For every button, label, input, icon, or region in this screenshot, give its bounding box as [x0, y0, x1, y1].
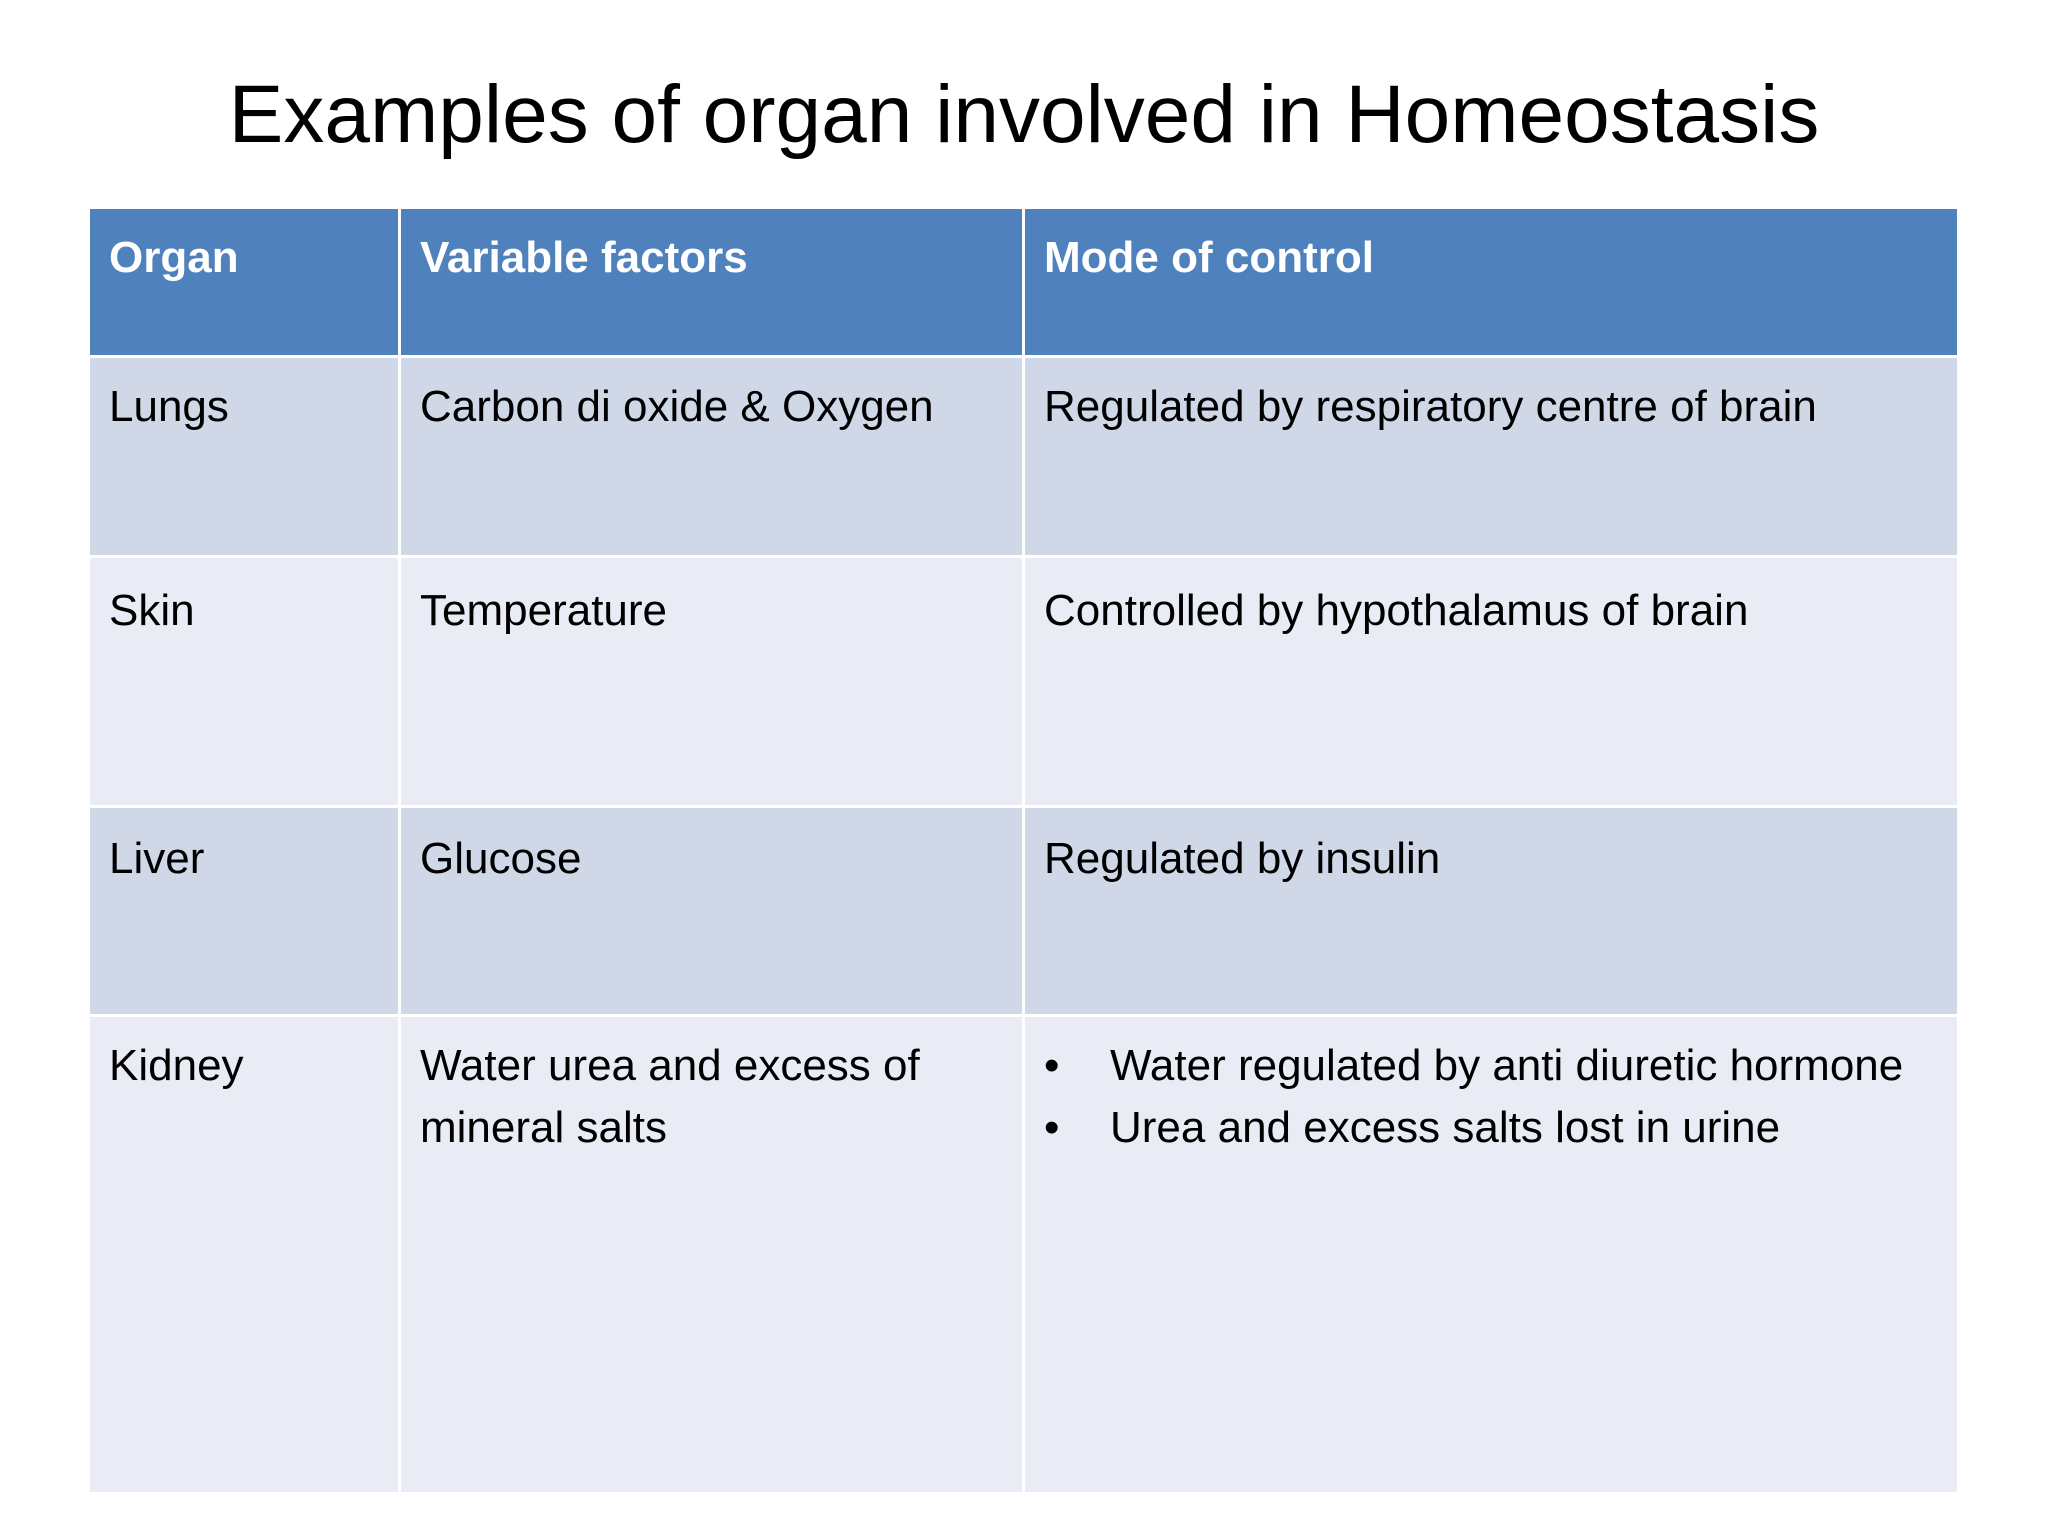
homeostasis-table: [87, 206, 1960, 1495]
mode-of-control-cell: Regulated by respiratory centre of brain: [1024, 357, 1959, 557]
table-row: [89, 807, 1959, 1016]
bullet-icon: •: [1044, 1041, 1060, 1090]
header-mode-of-control: Mode of control: [1024, 208, 1959, 357]
mode-of-control-list-item: [1044, 1097, 1939, 1159]
organ-cell: Liver: [89, 807, 400, 1016]
organ-cell: Skin: [89, 557, 400, 807]
mode-of-control-cell: Regulated by insulin: [1024, 807, 1959, 1016]
variable-factors-cell: Temperature: [400, 557, 1024, 807]
bullet-icon: •: [1044, 1103, 1060, 1152]
table-row: [89, 557, 1959, 807]
mode-of-control-list-item: [1044, 1035, 1939, 1097]
mode-of-control-cell: Controlled by hypothalamus of brain: [1024, 557, 1959, 807]
slide-title: Examples of organ involved in Homeostasis: [228, 69, 1820, 160]
organ-cell: Lungs: [89, 357, 400, 557]
variable-factors-cell: Carbon di oxide & Oxygen: [400, 357, 1024, 557]
table-row: [89, 357, 1959, 557]
mode-of-control-cell: [1024, 1016, 1959, 1494]
variable-factors-cell: Water urea and excess of mineral salts: [400, 1016, 1024, 1494]
variable-factors-cell: Glucose: [400, 807, 1024, 1016]
mode-of-control-list: [1044, 1035, 1939, 1159]
header-organ: Organ: [89, 208, 400, 357]
table-header-row: [89, 208, 1959, 357]
organ-cell: Kidney: [89, 1016, 400, 1494]
mode-of-control-item-text: Water regulated by anti diuretic hormone: [1110, 1041, 1904, 1090]
header-variable-factors: Variable factors: [400, 208, 1024, 357]
table-row: [89, 1016, 1959, 1494]
mode-of-control-item-text: Urea and excess salts lost in urine: [1110, 1103, 1781, 1152]
